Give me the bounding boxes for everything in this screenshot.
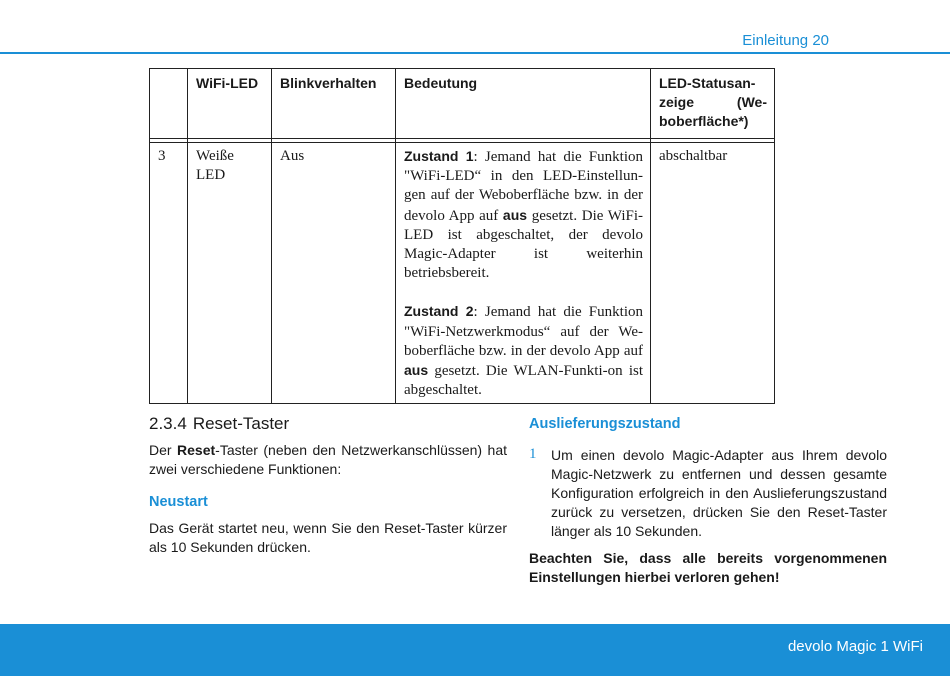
header-cell-blinkverhalten: Blinkverhalten xyxy=(272,69,396,139)
state2-aus: aus xyxy=(404,362,429,379)
state2-text-b: gesetzt. Die WLAN-Funkti-on ist abgeschaltet. xyxy=(404,363,643,399)
header-cell-bedeutung: Bedeutung xyxy=(396,69,651,139)
state1-aus: aus xyxy=(502,206,528,223)
list-item xyxy=(529,446,887,541)
state1-text-b: gesetzt. Die WiFi-LED ist abgeschaltet, der devolo Magic-Adapter ist weiterhin betriebsbereit. xyxy=(404,207,643,282)
right-column xyxy=(529,414,887,587)
step-text: Um einen devolo Magic-Adapter aus Ihrem devolo Magic-Netzwerk zu entfernen und dessen gesamte Konfiguration erfolgreich in den Auslieferungszustand zurück zu versetzen, drücken Sie den Reset-Taster länger als 10 Sekunden. xyxy=(551,447,887,539)
state2-text-a: : Jemand hat die Funktion "WiFi-Netzwerkmodus“ auf der We-boberfläche bzw. in der devolo App auf xyxy=(404,304,643,359)
table-header-row xyxy=(150,69,775,139)
cell-blink: Aus xyxy=(272,143,396,404)
state2-label: Zustand 2 xyxy=(404,303,474,320)
footer-bar xyxy=(0,624,950,676)
auslieferung-heading: Auslieferungszustand xyxy=(529,416,681,432)
intro-bold: Reset xyxy=(177,442,216,458)
section-heading xyxy=(149,414,507,434)
cell-led: Weiße LED xyxy=(188,143,272,404)
header-cell-wifi-led: WiFi-LED xyxy=(188,69,272,139)
led-table xyxy=(149,68,775,404)
intro-text-b: -Taster (neben den Netzwerkanschlüssen) hat zwei verschiedene Funktionen: xyxy=(149,442,507,477)
state2-paragraph xyxy=(404,302,643,400)
section-intro xyxy=(149,441,507,479)
step-number: 1 xyxy=(529,446,537,462)
header-cell-status: LED-Statusan-zeige (We-boberfläche*) xyxy=(651,69,775,139)
section-number: 2.3.4 xyxy=(149,414,187,433)
cell-status: abschaltbar xyxy=(651,143,775,404)
neustart-heading: Neustart xyxy=(149,494,208,510)
cell-num: 3 xyxy=(150,143,188,404)
cell-meaning xyxy=(396,143,651,404)
left-column xyxy=(149,414,507,557)
state1-paragraph xyxy=(404,147,643,283)
state1-label: Zustand 1 xyxy=(404,148,474,164)
header-rule xyxy=(0,52,950,54)
state1-text-a: : Jemand hat die Funktion "WiFi-LED“ in den LED-Einstellun-gen auf der Weboberfläche bzw. in der devolo App auf xyxy=(404,149,643,224)
neustart-text: Das Gerät startet neu, wenn Sie den Reset-Taster kürzer als 10 Sekunden drücken. xyxy=(149,520,507,555)
section-title: Reset-Taster xyxy=(192,414,290,433)
table-row xyxy=(150,143,775,404)
footer-text: devolo Magic 1 WiFi xyxy=(787,638,923,655)
page-header-title: Einleitung 20 xyxy=(742,32,829,49)
warning-text: Beachten Sie, dass alle bereits vorgenommenen Einstellungen hierbei verloren gehen! xyxy=(529,550,887,585)
intro-text-a: Der xyxy=(149,442,178,458)
header-cell-num xyxy=(150,69,188,139)
